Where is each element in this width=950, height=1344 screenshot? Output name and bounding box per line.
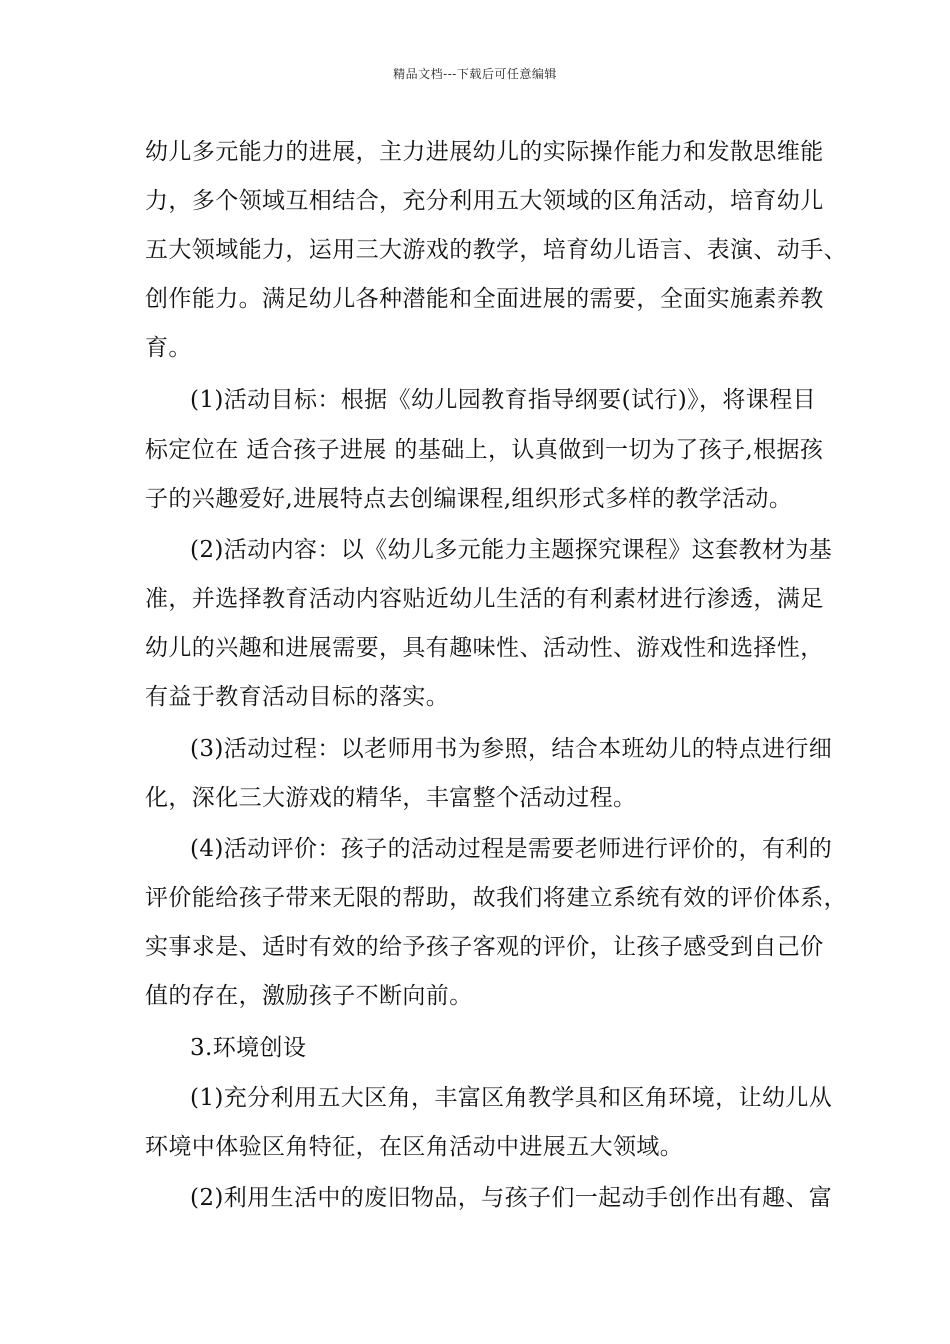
- text-line: 值的存在，激励孩子不断向前。: [145, 983, 473, 1009]
- text-line: 子的兴趣爱好,进展特点去创编课程,组织形式多样的教学活动。: [145, 486, 793, 512]
- text-line: 标定位在 适合孩子进展 的基础上，认真做到一切为了孩子,根据孩: [145, 437, 824, 463]
- text-line: 环境中体验区角特征，在区角活动中进展五大领域。: [145, 1134, 684, 1160]
- section-heading: 3.环境创设: [190, 1035, 307, 1061]
- text-line: 化，深化三大游戏的精华，丰富整个活动过程。: [145, 785, 637, 811]
- page-header: 精品文档---下载后可任意编辑: [393, 67, 557, 81]
- text-line: 实事求是、适时有效的给予孩子客观的评价，让孩子感受到自己价: [145, 934, 824, 960]
- text-line: 力，多个领域互相结合，充分利用五大领域的区角活动，培育幼儿: [145, 188, 824, 214]
- text-line: 幼儿的兴趣和进展需要，具有趣味性、活动性、游戏性和选择性，: [145, 635, 824, 661]
- text-line: 幼儿多元能力的进展，主力进展幼儿的实际操作能力和发散思维能: [145, 139, 824, 165]
- text-line: 育。: [145, 335, 192, 361]
- text-line: (2)利用生活中的废旧物品，与孩子们一起动手创作出有趣、富: [190, 1185, 833, 1211]
- text-line: (4)活动评价：孩子的活动过程是需要老师进行评价的，有利的: [190, 836, 833, 862]
- text-line: (1)充分利用五大区角，丰富区角教学具和区角环境，让幼儿从: [190, 1085, 833, 1111]
- text-line: 准，并选择教育活动内容贴近幼儿生活的有利素材进行渗透，满足: [145, 586, 824, 612]
- text-line: (3)活动过程：以老师用书为参照，结合本班幼儿的特点进行细: [190, 736, 833, 762]
- text-line: 有益于教育活动目标的落实。: [145, 684, 450, 710]
- text-line: 创作能力。满足幼儿各种潜能和全面进展的需要，全面实施素养教: [145, 286, 824, 312]
- text-line: (1)活动目标：根据《幼儿园教育指导纲要(试行)》，将课程目: [190, 387, 817, 413]
- text-line: (2)活动内容：以《幼儿多元能力主题探究课程》这套教材为基: [190, 537, 833, 563]
- text-line: 五大领域能力，运用三大游戏的教学，培育幼儿语言、表演、动手、: [145, 237, 847, 263]
- text-line: 评价能给孩子带来无限的帮助，故我们将建立系统有效的评价体系，: [145, 885, 847, 911]
